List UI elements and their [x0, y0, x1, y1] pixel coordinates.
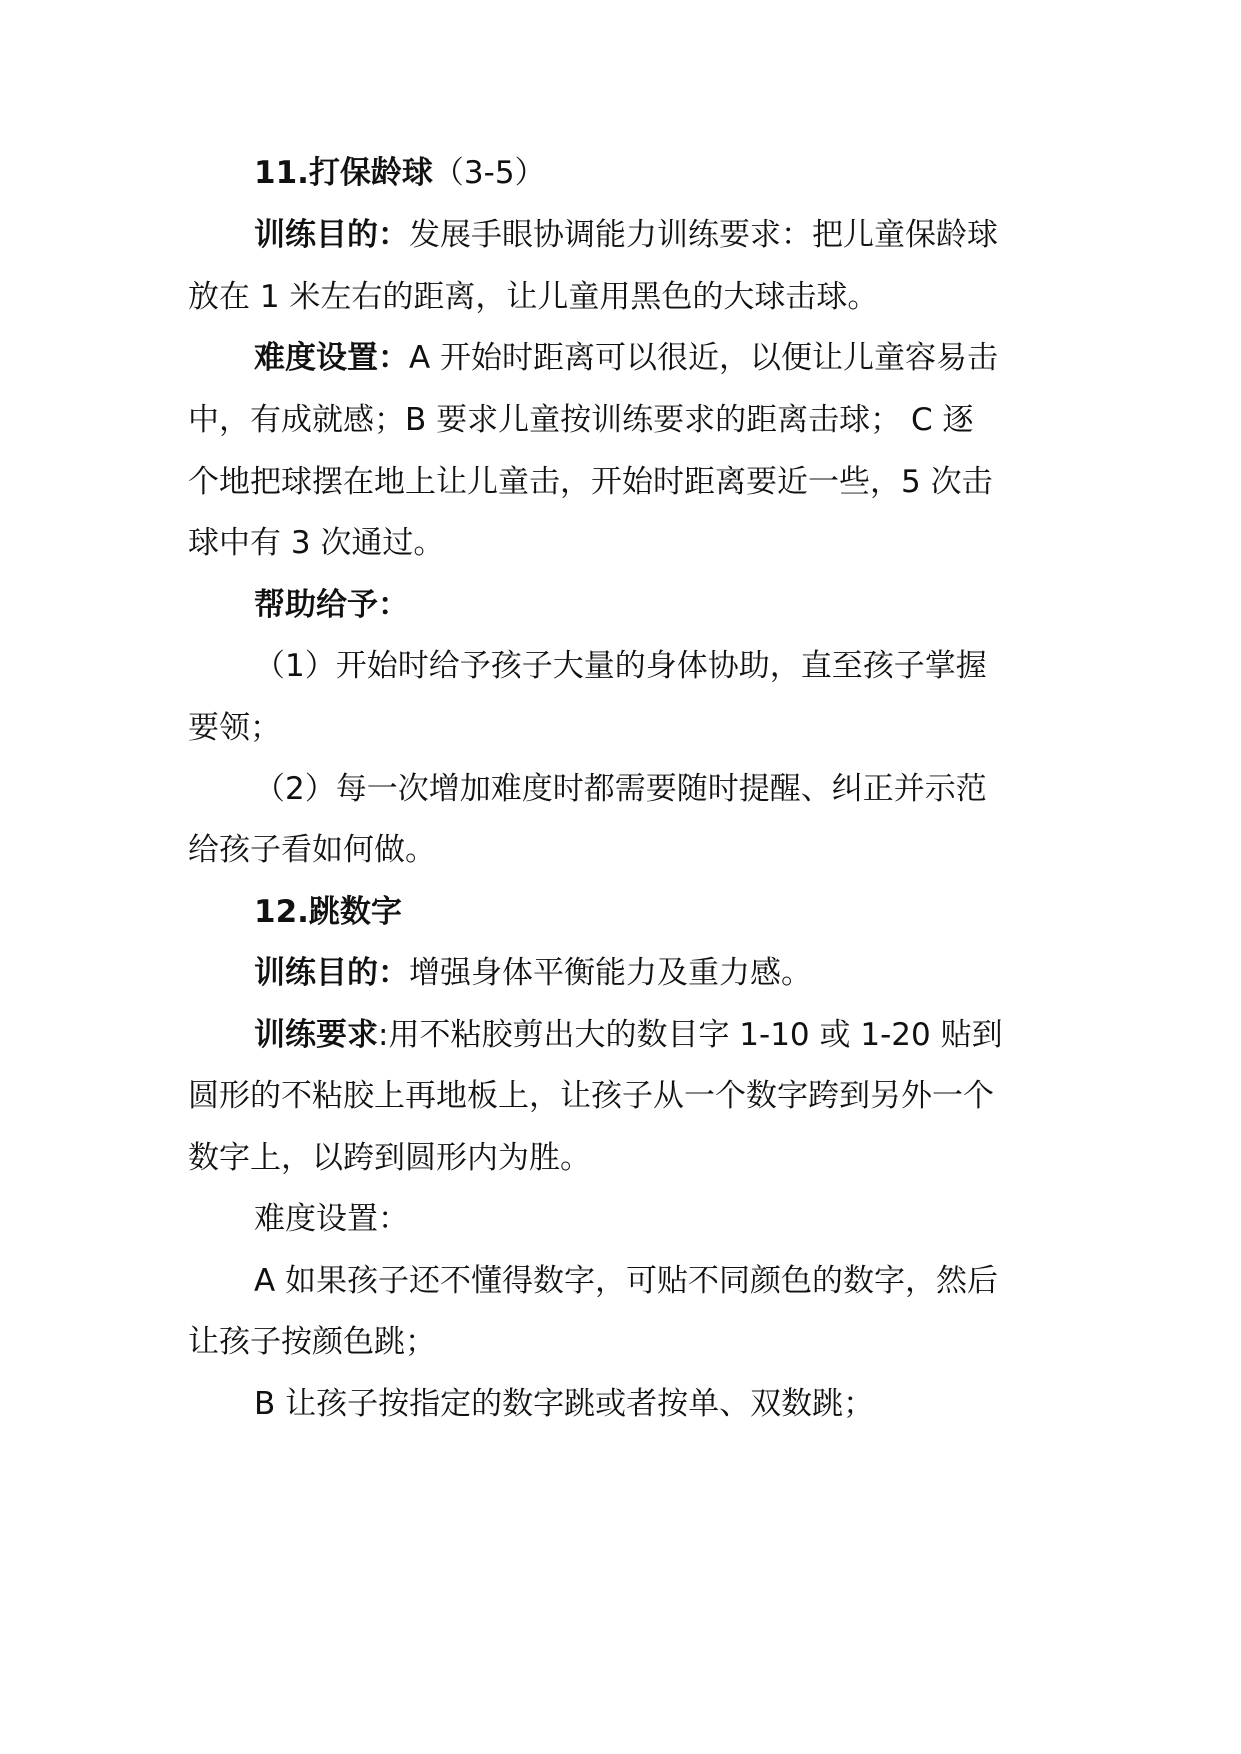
difficulty-option-b: [254, 1377, 1068, 1431]
option-b-text: B 让孩子按指定的数字跳或者按单、双数跳；: [254, 1386, 875, 1422]
requirement-text-line-2: 圆形的不粘胶上再地板上，让孩子从一个数字跨到另外一个: [188, 1078, 994, 1114]
section-11-purpose-continued: [188, 270, 1068, 324]
section-12-requirement: [254, 1008, 1068, 1062]
requirement-label: 训练要求: [254, 1017, 378, 1053]
section-11-age-range: （3-5）: [432, 155, 546, 191]
section-11-help-heading: [254, 578, 1068, 632]
section-12-requirement-line-3: [188, 1131, 1068, 1185]
difficulty-heading: 难度设置：: [254, 1201, 409, 1237]
section-12-title: 12.跳数字: [254, 894, 402, 930]
section-11-heading: [254, 146, 1068, 200]
section-11-difficulty-line-4: [188, 516, 1068, 570]
help-item-1-text-continued: 要领；: [188, 710, 281, 746]
section-12-purpose: [254, 946, 1068, 1000]
section-11-difficulty-line-2: [188, 393, 1068, 447]
option-a-text-continued: 让孩子按颜色跳；: [188, 1324, 436, 1360]
purpose-label: 训练目的：: [254, 217, 409, 253]
purpose-text: 发展手眼协调能力训练要求：把儿童保龄球: [409, 217, 998, 253]
help-item-2-continued: [188, 823, 1068, 877]
difficulty-text: A 开始时距离可以很近，以便让儿童容易击: [409, 340, 999, 376]
section-11-difficulty-line-3: [188, 455, 1068, 509]
requirement-text-line-3: 数字上，以跨到圆形内为胜。: [188, 1140, 591, 1176]
section-12-requirement-line-2: [188, 1069, 1068, 1123]
purpose-text: 增强身体平衡能力及重力感。: [409, 955, 812, 991]
help-item-1-text: （1）开始时给予孩子大量的身体协助，直至孩子掌握: [254, 648, 987, 684]
difficulty-option-a-continued: [188, 1315, 1068, 1369]
requirement-text: :用不粘胶剪出大的数目字 1-10 或 1-20 贴到: [378, 1017, 1003, 1053]
difficulty-text-line-3: 个地把球摆在地上让儿童击，开始时距离要近一些，5 次击: [188, 464, 993, 500]
help-item-1: [254, 639, 1068, 693]
section-11-title: 11.打保龄球: [254, 155, 433, 191]
difficulty-option-a: [254, 1254, 1068, 1308]
section-12-difficulty-heading: [254, 1192, 1068, 1246]
purpose-label: 训练目的：: [254, 955, 409, 991]
help-item-2: [254, 762, 1068, 816]
help-item-2-text: （2）每一次增加难度时都需要随时提醒、纠正并示范: [254, 771, 987, 807]
purpose-text-continued: 放在 1 米左右的距离，让儿童用黑色的大球击球。: [188, 279, 879, 315]
help-item-1-continued: [188, 701, 1068, 755]
difficulty-label: 难度设置：: [254, 340, 409, 376]
help-label: 帮助给予：: [254, 587, 409, 623]
section-11-purpose: [254, 208, 1068, 262]
section-12-heading: [254, 885, 1068, 939]
option-a-text: A 如果孩子还不懂得数字，可贴不同颜色的数字，然后: [254, 1263, 999, 1299]
help-item-2-text-continued: 给孩子看如何做。: [188, 832, 436, 868]
difficulty-text-line-2: 中，有成就感；B 要求儿童按训练要求的距离击球； C 逐: [188, 402, 974, 438]
section-11-difficulty: [254, 331, 1068, 385]
difficulty-text-line-4: 球中有 3 次通过。: [188, 525, 445, 561]
